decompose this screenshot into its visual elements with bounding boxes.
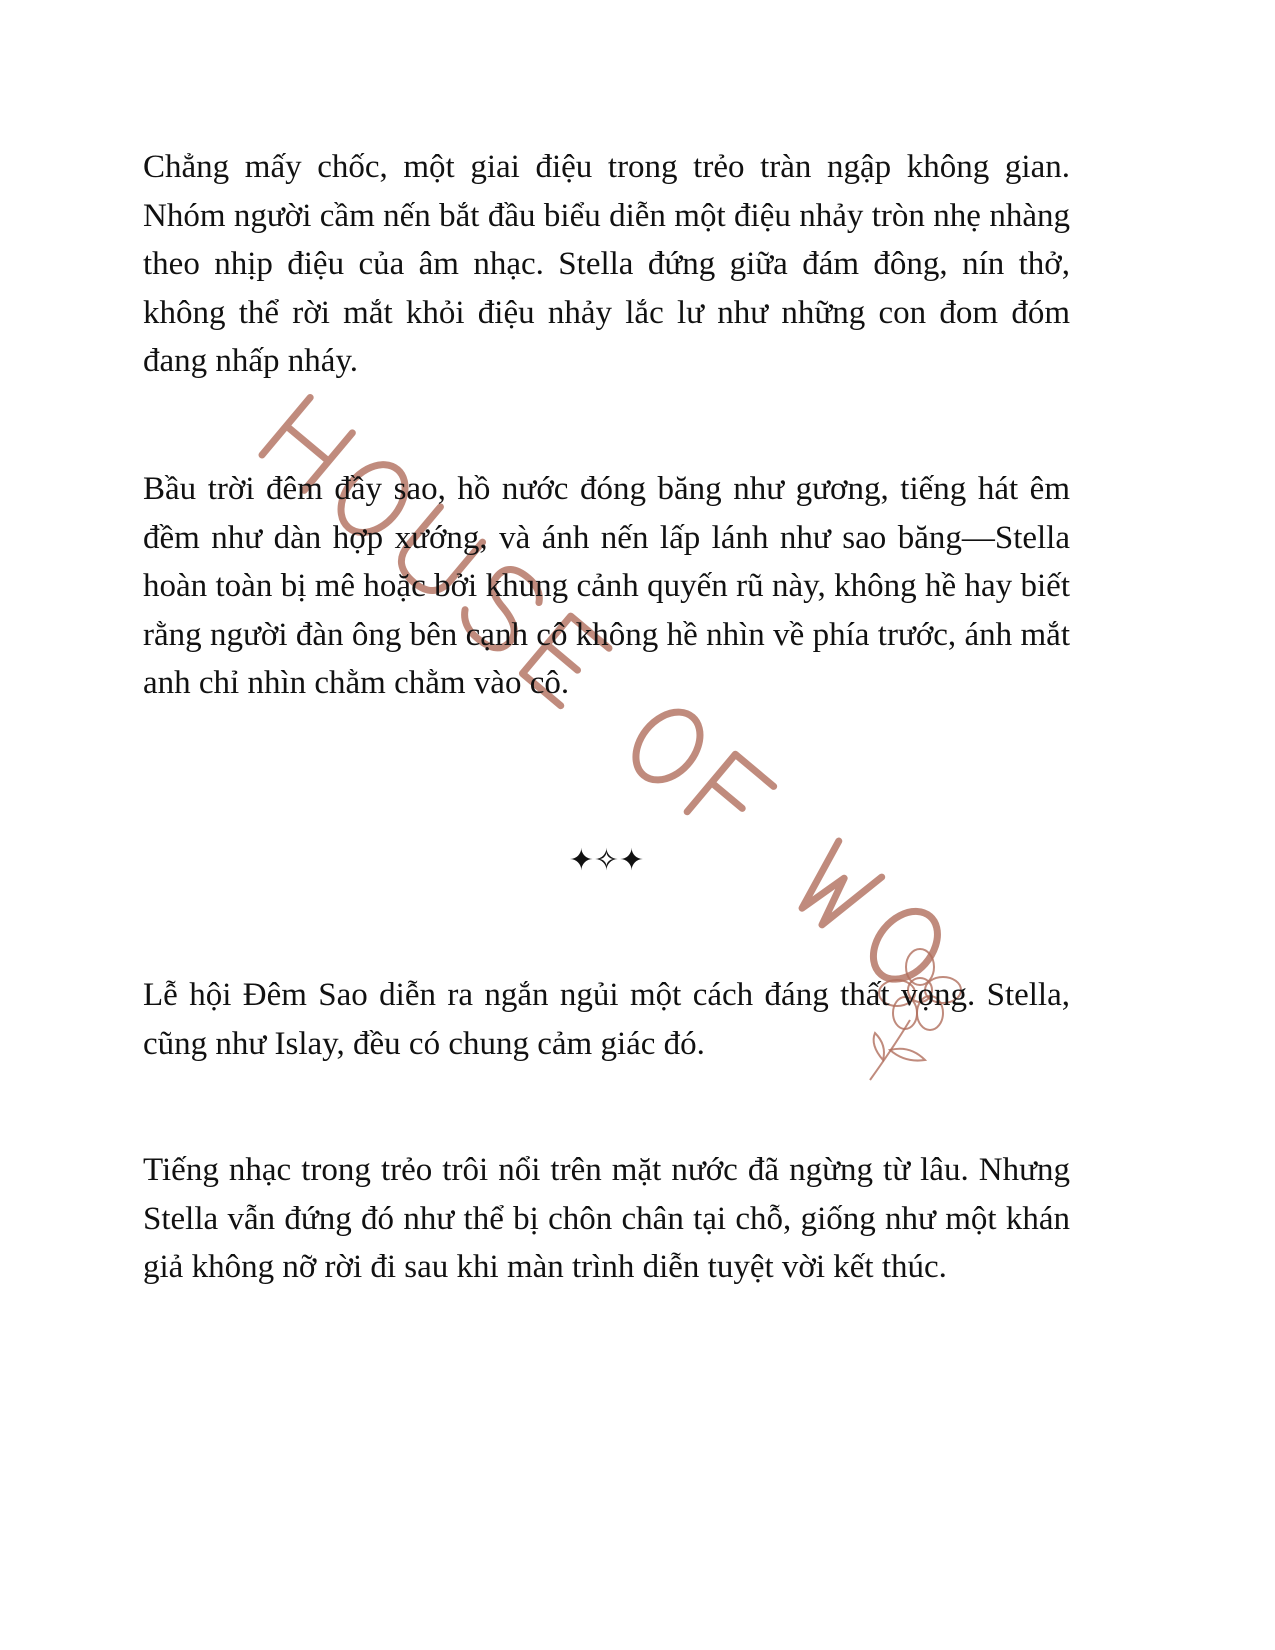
section-separator: ✦✧✦ [568,843,645,878]
watermark-letter [623,700,713,793]
watermark-letter [687,754,774,844]
paragraph: Tiếng nhạc trong trẻo trôi nổi trên mặt nước đã ngừng từ lâu. Nhưng Stella vẫn đứng đó như thể bị chôn chân tại chỗ, giống như một khán giả không nỡ rời đi sau khi màn trình diễn tuyệt vời kết thúc. [143,1152,1070,1285]
paragraph: Bầu trời đêm đầy sao, hồ nước đóng băng như gương, tiếng hát êm đềm như dàn hợp xướng, và ánh nến lấp lánh như sao băng—Stella hoàn toàn bị mê hoặc bởi khung cảnh quyến rũ này, không hề hay biết rằng người đàn ông bên cạnh cô không hề nhìn về phía trước, ánh mắt anh chỉ nhìn chằm chằm vào cô. [143,471,1070,701]
paragraph: Chẳng mấy chốc, một giai điệu trong trẻo tràn ngập không gian. Nhóm người cầm nến bắt đầu biểu diễn một điệu nhảy tròn nhẹ nhàng theo nhịp điệu của âm nhạc. Stella đứng giữa đám đông, nín thở, không thể rời mắt khỏi điệu nhảy lắc lư như những con đom đóm đang nhấp nháy. [143,149,1070,379]
paragraph: Lễ hội Đêm Sao diễn ra ngắn ngủi một cách đáng thất vọng. Stella, cũng như Islay, đều có chung cảm giác đó. [143,977,1070,1062]
